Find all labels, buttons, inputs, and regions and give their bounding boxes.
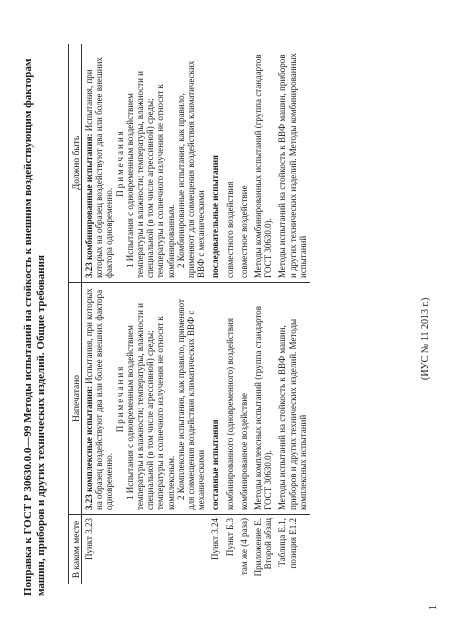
cell-location: там же (4 раза) <box>237 514 251 584</box>
cell-printed: Методы испытаний на стойкость к ВВФ машин, приборов и других технических изделий. Методы комплексных испытаний <box>275 282 310 514</box>
header-location: В каком месте <box>69 514 81 584</box>
amendment-heading: Поправка к ГОСТ Р 30630.0.0—99 Методы испытаний на стойкость к внешним воздействующим факторам машин, приборов и других технических изделий. Общие требования <box>22 58 47 596</box>
notes-title: Примечания <box>114 364 125 433</box>
header-printed: Напечатано <box>69 282 81 514</box>
cell-should-be: совместного воздействия <box>224 181 235 278</box>
table-header <box>69 44 82 584</box>
table-row <box>82 44 208 584</box>
cell-printed: комбинированное воздействие <box>237 282 251 514</box>
table-row <box>275 44 310 584</box>
cell-location: Таблица Е.1, позиция Е1.2 <box>275 514 310 584</box>
term-should-be: 3.23 комбинированные испытания: <box>84 133 94 278</box>
note-1: 1 Испытания с одновременным воздействием температуры и влажности; температуры, влажности и специальной (в том числе агрессивной) среды; температуры и солнечного излучения не относят к комбинированным. <box>124 71 176 278</box>
text-should-be: Испытания, при которых на образец воздействуют два или более внешних фактора одновременно. <box>84 57 115 278</box>
note-2: 2 Комплексные испытания, как правило, применяют для совмещения воздействия климатических ВВФ с механическими <box>175 299 207 510</box>
notes-title: Примечания <box>114 129 125 197</box>
cell-should-be <box>208 44 222 282</box>
amendment-table <box>68 44 310 584</box>
cell-location: Пункт 3.24 <box>208 514 222 584</box>
cell-printed <box>208 282 222 514</box>
cell-location: Пункт 3.23 <box>82 514 208 584</box>
term-should-be: последовательные испытания <box>210 155 221 278</box>
cell-location: Приложение Е. Второй абзац <box>251 514 275 584</box>
cell-location: Пункт Б.3 <box>223 514 237 584</box>
note-1: 1 Испытания с одновременным воздействием температуры и влажности; температуры, влажности и специальной (в том числе агрессивной) среды; температуры и солнечного излучения не относят к комплексным. <box>124 303 176 510</box>
cell-should-be: Методы испытаний на стойкость к ВВФ машин, приборов и других технических изделий. Методы комбинированных испытаний <box>277 53 308 278</box>
ius-reference: (ИУС № 11 2013 г.) <box>420 297 431 380</box>
table-row <box>237 44 251 584</box>
table-row <box>208 44 222 584</box>
cell-printed <box>82 282 208 514</box>
note-2: 2 Комбинированные испытания, как правило, применяют для совмещения воздействия климатических ВВФ с механическими <box>175 60 207 278</box>
table-row <box>223 44 237 584</box>
header-should-be: Должно быть <box>72 135 82 191</box>
cell-printed: Методы комплексных испытаний (группа стандартов ГОСТ 30630.0). <box>251 282 275 514</box>
cell-should-be: совместное воздействие <box>238 185 249 278</box>
cell-printed: комбинированного (одновременного) воздействия <box>223 282 237 514</box>
term-printed: составные испытания <box>210 419 221 510</box>
text-printed: Испытания, при которых на образец воздействуют два или более внешних фактора одновременно. <box>84 288 115 510</box>
page-number: 1 <box>428 605 439 610</box>
term-printed: 3.23 комплексные испытания: <box>84 386 94 510</box>
cell-should-be <box>82 44 208 282</box>
cell-should-be: Методы комбинированных испытаний (группа стандартов ГОСТ 30630.0). <box>253 54 274 278</box>
table-row <box>251 44 275 584</box>
